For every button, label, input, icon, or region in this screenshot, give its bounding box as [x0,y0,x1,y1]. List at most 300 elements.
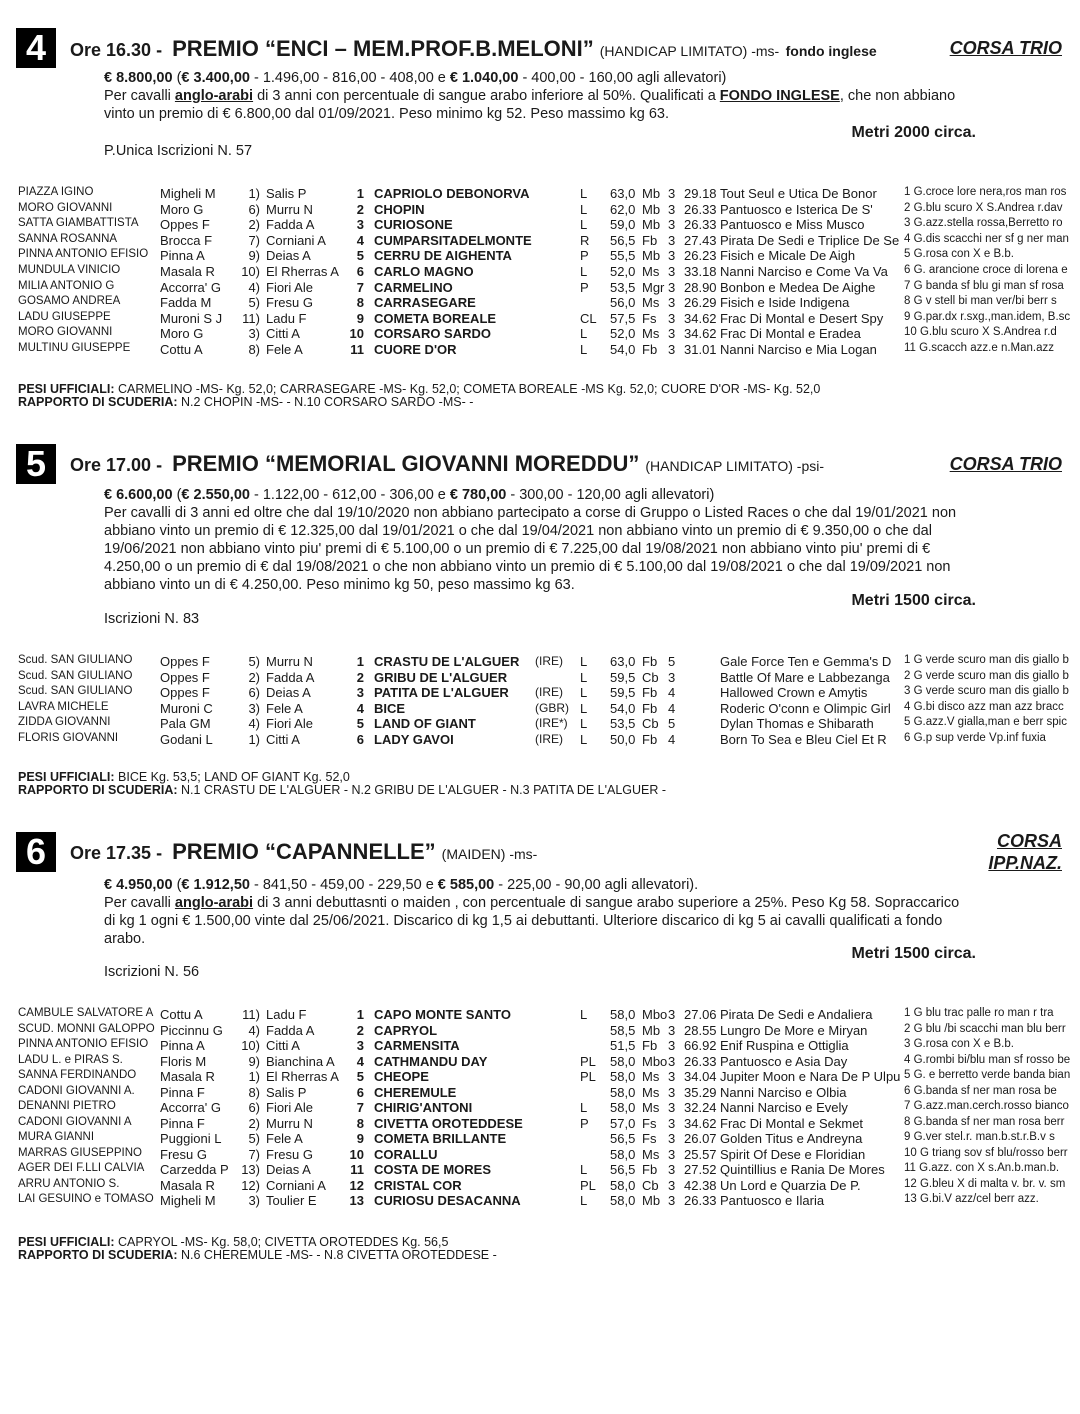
race-number-badge: 6 [16,832,56,872]
jockey-name: Bianchina A [266,1053,335,1069]
parentage: Nanni Narciso e Olbia [720,1084,847,1100]
trainer-name: Oppes F [160,669,210,685]
horse-name: CARRASEGARE [374,295,476,311]
race-notes [18,771,666,797]
jockey-name: Murru N [266,1115,313,1131]
trainer-name: Pala GM [160,716,211,732]
age: 3 [668,1162,676,1177]
silks-colors: 10 G.blu scuro X S.Andrea r.d [904,326,1057,339]
horse-origin: (IRE*) [535,716,568,731]
equipment: P [580,248,589,264]
weight: 53,5 [610,716,636,732]
trainer-name: Migheli M [160,1193,216,1208]
horse-number: 10 [349,1146,364,1162]
sex-coat: Mb [642,186,661,201]
weight: 58,0 [610,1053,636,1069]
weight: 58,0 [610,1177,636,1193]
age: 3 [668,1022,676,1038]
entry-row [0,1007,1080,1023]
horse-name: CAPO MONTE SANTO [374,1007,511,1022]
horse-name: CHEOPE [374,1069,429,1084]
draw-position: 11) [242,310,260,326]
sex-coat: Ms [642,295,660,311]
parentage: Golden Titus e Andreyna [720,1131,863,1146]
silks-colors: 2 G.blu scuro X S.Andrea r.dav [904,201,1063,214]
trainer-name: Oppes F [160,685,210,701]
age: 5 [668,716,676,732]
jockey-name: Fadda A [266,217,315,233]
silks-colors: 3 G.azz.stella rossa,Berretto ro [904,217,1063,230]
horse-name: COSTA DE MORES [374,1162,492,1177]
race-notes [18,1236,497,1262]
race-title [70,451,824,477]
horse-name: CRASTU DE L'ALGUER [374,654,520,669]
parentage: Pirata De Sedi e Andaliera [720,1007,873,1022]
sex-coat: Fb [642,685,658,701]
horse-origin: (IRE) [535,732,563,746]
draw-position: 3) [248,326,260,342]
draw-position: 4) [248,1022,260,1038]
horse-name: CHEREMULE [374,1084,457,1100]
sex-coat: Fb [642,342,658,357]
equipment: L [580,1007,588,1022]
parentage: Nanni Narciso e Come Va Va [720,264,888,279]
age: 3 [668,1084,676,1100]
owner-name: LAVRA MICHELE [18,700,109,713]
sex-coat: Mb [642,1022,661,1038]
rating: 26.07 [684,1131,717,1146]
weight: 63,0 [610,186,636,201]
entry-row [0,326,1080,342]
draw-position: 3) [248,1193,260,1208]
owner-name: CAMBULE SALVATORE A [18,1007,154,1019]
parentage: Frac Di Montal e Eradea [720,326,861,342]
age: 4 [668,685,676,701]
entry-row [0,685,1080,701]
draw-position: 2) [248,669,260,685]
parentage: Bonbon e Medea De Aighe [720,279,876,295]
jockey-name: Fele A [266,700,303,716]
parentage: Tout Seul e Utica De Bonor [720,186,877,201]
entries-count: P.Unica Iscrizioni N. 57 [104,143,253,159]
horse-number: 6 [356,732,364,747]
parentage: Spirit Of Dese e Floridian [720,1146,866,1162]
sex-coat: Cb [642,669,659,685]
race-type-link[interactable]: CORSA TRIO [949,454,1062,474]
horse-name: CARMENSITA [374,1038,460,1053]
draw-position: 2) [248,1115,260,1131]
conditions-text: Per cavalli anglo-arabi di 3 anni con percentuale di sangue arabo inferiore al 50%. Qualificati a FONDO INGLESE, che non abbiano vinto un premio di € 6.800,00 dal 01/09/2021. Peso minimo kg 52. Peso massimo kg 63. [104,88,956,122]
parentage: Pantuosco e Asia Day [720,1053,848,1069]
race-number-badge: 5 [16,444,56,484]
weight: 58,0 [610,1193,636,1208]
silks-colors: 6 G. arancione croce di lorena e [904,264,1068,276]
silks-colors: 12 G.bleu X di malta v. br. v. sm [904,1177,1066,1190]
race-type-link[interactable] [988,830,1062,874]
weight: 55,5 [610,248,636,264]
race-notes [18,383,820,409]
silks-colors: 5 G. e berretto verde banda bian [904,1069,1071,1081]
entry-row [0,280,1080,296]
equipment: L [580,700,588,716]
weight: 58,0 [610,1146,636,1162]
owner-name: LADU L. e PIRAS S. [18,1053,123,1066]
horse-number: 13 [349,1193,364,1208]
owner-name: PINNA ANTONIO EFISIO [18,248,149,261]
sex-coat: Mb [642,217,661,233]
race-type-link[interactable]: CORSA TRIO [949,38,1062,58]
race-type-line1: CORSA [996,831,1062,851]
entry-row [0,342,1080,358]
age: 4 [668,732,676,747]
owner-name: CADONI GIOVANNI A [18,1115,132,1128]
rating: 31.01 [684,342,717,357]
race-distance: Metri 1500 circa. [851,592,976,609]
horse-number: 4 [356,232,364,248]
rating: 35.29 [684,1084,717,1100]
silks-colors: 3 G.rosa con X e B.b. [904,1038,1014,1050]
sex-coat: Ms [642,326,660,342]
rating: 34.62 [684,1115,717,1131]
horse-name: CORALLU [374,1146,438,1162]
equipment: L [580,1193,588,1208]
weight: 56,5 [610,232,636,248]
jockey-name: Fiori Ale [266,1100,313,1115]
trainer-name: Masala R [160,1177,215,1193]
horse-name: CUMPARSITADELMONTE [374,232,532,248]
draw-position: 7) [248,1146,260,1162]
prize-line: € 4.950,00 (€ 1.912,50 - 841,50 - 459,00 - 229,50 e € 585,00 - 225,00 - 90,00 agli allevatori). [104,877,699,893]
horse-number: 9 [356,310,364,326]
jockey-name: Citti A [266,326,300,342]
jockey-name: Toulier E [266,1193,317,1208]
horse-name: CHIRIG'ANTONI [374,1100,473,1115]
horse-name: CHOPIN [374,201,425,217]
sex-coat: Cb [642,716,659,732]
sex-coat: Ms [642,1100,660,1115]
rating: 27.52 [684,1162,717,1177]
parentage: Battle Of Mare e Labbezanga [720,669,890,685]
weight: 52,0 [610,326,636,342]
owner-name: ARRU ANTONIO S. [18,1177,120,1190]
entry-row [0,311,1080,327]
silks-colors: 4 G.bi disco azz man azz bracc [904,700,1064,713]
owner-name: LAI GESUINO e TOMASO [18,1193,154,1205]
equipment: L [580,186,588,201]
horse-number: 1 [356,654,364,669]
sex-coat: Ms [642,264,660,279]
jockey-name: Salis P [266,186,307,201]
horse-name: CARLO MAGNO [374,264,474,279]
silks-colors: 10 G triang sov sf blu/rosso berr [904,1146,1068,1159]
entry-row [0,233,1080,249]
parentage: Enif Ruspina e Ottiglia [720,1038,849,1053]
rating: 42.38 [684,1177,717,1193]
silks-colors: 8 G.banda sf ner man rosa berr [904,1115,1065,1128]
age: 3 [668,1100,676,1115]
parentage: Dylan Thomas e Shibarath [720,716,874,732]
parentage: Gale Force Ten e Gemma's D [720,654,892,669]
age: 3 [668,669,676,685]
age: 3 [668,342,676,357]
rating: 26.29 [684,295,717,311]
race-category: (MAIDEN) -ms- [441,846,538,862]
draw-position: 6) [248,1100,260,1115]
jockey-name: Fiori Ale [266,279,313,295]
sex-coat: Fb [642,1038,658,1053]
owner-name: MUNDULA VINICIO [18,264,121,276]
owner-name: GOSAMO ANDREA [18,295,121,308]
race-distance: Metri 1500 circa. [851,945,976,962]
horse-number: 11 [350,342,364,357]
equipment: L [580,201,588,217]
trainer-name: Brocca F [160,232,213,248]
horse-number: 9 [356,1131,364,1146]
horse-origin: (GBR) [535,700,569,715]
trainer-name: Pinna A [160,248,205,264]
parentage: Quintillius e Rania De Mores [720,1162,885,1177]
draw-position: 12) [241,1177,260,1193]
entry-row [0,1178,1080,1194]
jockey-name: Fele A [266,342,303,357]
parentage: Frac Di Montal e Sekmet [720,1115,864,1131]
parentage: Hallowed Crown e Amytis [720,685,868,701]
age: 3 [668,264,676,279]
sex-coat: Mb [642,248,661,264]
rating: 33.18 [684,264,717,279]
horse-number: 6 [356,1084,364,1100]
silks-colors: 1 G verde scuro man dis giallo b [904,654,1069,666]
owner-name: PIAZZA IGINO [18,186,94,198]
rating: 27.06 [684,1007,717,1022]
horse-origin: (IRE) [535,654,563,668]
draw-position: 5) [248,295,260,311]
equipment: R [580,232,590,248]
prize-line: € 8.800,00 (€ 3.400,00 - 1.496,00 - 816,00 - 408,00 e € 1.040,00 - 400,00 - 160,00 agli allevatori) [104,70,727,86]
official-weights: PESI UFFICIALI: CARMELINO -MS- Kg. 52,0; CARRASEGARE -MS- Kg. 52,0; COMETA BOREALE -MS Kg. 52,0; CUORE D'OR -MS- Kg. 52,0 [18,382,821,396]
horse-name: LAND OF GIANT [374,716,476,732]
trainer-name: Carzedda P [160,1162,229,1177]
weight: 51,5 [610,1038,636,1053]
weight: 57,5 [610,310,636,326]
entry-row [0,1131,1080,1147]
rating: 25.57 [684,1146,717,1162]
sex-coat: Fs [642,1131,657,1146]
draw-position: 5) [248,1131,260,1146]
horse-number: 7 [356,1100,364,1115]
horse-number: 4 [356,1053,364,1069]
owner-name: MURA GIANNI [18,1131,95,1143]
jockey-name: Citti A [266,1038,300,1053]
weight: 53,5 [610,279,636,295]
rating: 27.43 [684,232,717,248]
horse-number: 6 [356,264,364,279]
silks-colors: 6 G.p sup verde Vp.inf fuxia [904,732,1046,744]
horse-name: GRIBU DE L'ALGUER [374,669,508,685]
age: 3 [668,1177,676,1193]
weight: 63,0 [610,654,636,669]
trainer-name: Muroni S J [160,310,223,326]
age: 3 [668,279,676,295]
weight: 50,0 [610,732,636,747]
jockey-name: El Rherras A [266,264,339,279]
rating: 32.24 [684,1100,717,1115]
rating: 34.04 [684,1069,717,1084]
trainer-name: Oppes F [160,217,210,233]
parentage: Fisich e Iside Indigena [720,295,850,311]
entry-row [0,1038,1080,1054]
race-distance: Metri 2000 circa. [851,124,976,141]
owner-name: ZIDDA GIOVANNI [18,716,111,729]
horse-number: 1 [356,186,364,201]
equipment: P [580,1115,589,1131]
draw-position: 10) [241,264,260,279]
equipment: L [580,342,588,357]
weight: 52,0 [610,264,636,279]
equipment: L [580,716,588,732]
draw-position: 6) [248,685,260,701]
age: 3 [668,1193,676,1208]
entry-row [0,248,1080,264]
owner-name: LADU GIUSEPPE [18,310,111,323]
age: 3 [668,1038,676,1053]
draw-position: 5) [248,654,260,669]
weight: 57,0 [610,1115,636,1131]
entry-row [0,217,1080,233]
race-category: (HANDICAP LIMITATO) -psi- [645,458,825,474]
silks-colors: 9 G.par.dx r.sxg.,man.idem, B.sc [904,310,1071,323]
owner-name: SANNA ROSANNA [18,232,118,245]
age: 3 [668,1069,676,1084]
silks-colors: 4 G.rombi bi/blu man sf rosso be [904,1053,1071,1066]
owner-name: Scud. SAN GIULIANO [18,669,133,682]
horse-number: 3 [356,685,364,701]
silks-colors: 13 G.bi.V azz/cel berr azz. [904,1193,1039,1205]
silks-colors: 7 G banda sf blu gi man sf rosa [904,279,1064,292]
sex-coat: Cb [642,1177,659,1193]
horse-number: 7 [356,279,364,295]
race-category: (HANDICAP LIMITATO) -ms- [599,43,780,59]
parentage: Un Lord e Quarzia De P. [720,1177,861,1193]
age: 3 [668,186,676,201]
draw-position: 9) [248,1053,260,1069]
parentage: Pantuosco e Isterica De S' [720,201,873,217]
trainer-name: Masala R [160,264,215,279]
horse-number: 8 [356,295,364,311]
trainer-name: Oppes F [160,654,210,669]
race-conditions [104,69,984,123]
age: 3 [668,232,676,248]
entry-row [0,1162,1080,1178]
draw-position: 8) [248,1084,260,1100]
horse-number: 12 [349,1177,364,1193]
draw-position: 1) [248,186,260,201]
draw-position: 9) [248,248,260,264]
entry-row [0,1100,1080,1116]
entries-count: Iscrizioni N. 83 [104,611,200,627]
race-title [70,839,537,865]
parentage: Nanni Narciso e Mia Logan [720,342,877,357]
jockey-name: Fresu G [266,1146,313,1162]
horse-name: CARMELINO [374,279,453,295]
silks-colors: 1 G.croce lore nera,ros man ros [904,186,1067,198]
rating: 29.18 [684,186,717,201]
equipment: L [580,669,588,685]
silks-colors: 11 G.scacch azz.e n.Man.azz [904,342,1054,354]
parentage: Born To Sea e Bleu Ciel Et R [720,732,887,747]
jockey-name: Fele A [266,1131,303,1146]
official-weights: PESI UFFICIALI: CAPRYOL -MS- Kg. 58,0; CIVETTA OROTEDDES Kg. 56,5 [18,1235,449,1249]
jockey-name: Ladu F [266,1007,307,1022]
rating: 26.33 [684,201,717,217]
horse-number: 5 [356,716,364,732]
age: 3 [668,326,676,342]
entry-row [0,716,1080,732]
race-conditions [104,486,984,594]
weight: 58,0 [610,1100,636,1115]
entry-row [0,670,1080,686]
silks-colors: 8 G v stell bi man ver/bi berr s [904,295,1057,308]
horse-name: LADY GAVOI [374,732,454,747]
trainer-name: Piccinnu G [160,1022,223,1038]
entry-row [0,1023,1080,1039]
draw-position: 8) [248,342,260,357]
jockey-name: Fresu G [266,295,313,311]
trainer-name: Pinna F [160,1084,205,1100]
trainer-name: Moro G [160,201,204,217]
trainer-name: Muroni C [160,700,213,716]
weight: 59,5 [610,669,636,685]
sex-coat: Fb [642,232,658,248]
horse-name: CIVETTA OROTEDDESE [374,1115,523,1131]
entries-count: Iscrizioni N. 56 [104,964,200,980]
sex-coat: Fb [642,700,658,716]
parentage: Pantuosco e Miss Musco [720,217,865,233]
rating: 66.92 [684,1038,717,1053]
sex-coat: Fs [642,1115,657,1131]
horse-number: 8 [356,1115,364,1131]
weight: 62,0 [610,201,636,217]
age: 5 [668,654,676,669]
race-type-line2: IPP.NAZ. [988,853,1062,873]
entry-row [0,1069,1080,1085]
jockey-name: Murru N [266,201,313,217]
sex-coat: Fb [642,654,658,669]
race-title [70,36,877,62]
conditions-text: Per cavalli di 3 anni ed oltre che dal 19/10/2020 non abbiano partecipato a corse di Gruppo o Listed Races o che dal 19/01/2021 non abbiano vinto un premio di € 12.325,00 dal 19/01/2021 o che dal 19/04/2021 non abbiano vinto un premio di € 9.350,00 o che dal 19/06/2021 non abbiano vinto piu' premi di € 5.100,00 o un premio di € 7.225,00 dal 19/08/2021 non abbiano vinto piu' premi di € 4.250,00 o un premio di € dal 19/08/2021 o che non abbiano vinto un premio di € 5.100,00 dal 19/08/2021 o che dal 19/09/2021 non abbiano vinto un di € 4.250,00. Peso minimo kg 50, peso massimo kg 63. [104,505,957,593]
horse-number: 10 [349,326,364,342]
draw-position: 3) [248,700,260,716]
trainer-name: Accorra' G [160,279,221,295]
age: 3 [668,295,676,311]
equipment: L [580,1162,588,1177]
horse-name: BICE [374,700,406,716]
jockey-name: Deias A [266,1162,311,1177]
weight: 58,5 [610,1022,636,1038]
rating: 28.90 [684,279,717,295]
jockey-name: Corniani A [266,1177,326,1193]
stable-report: RAPPORTO DI SCUDERIA: N.6 CHEREMULE -MS- - N.8 CIVETTA OROTEDDESE - [18,1248,497,1262]
parentage: Frac Di Montal e Desert Spy [720,310,884,326]
silks-colors: 2 G verde scuro man dis giallo b [904,669,1069,682]
entry-row [0,1193,1080,1209]
weight: 54,0 [610,342,636,357]
owner-name: MORO GIOVANNI [18,201,113,214]
stable-report: RAPPORTO DI SCUDERIA: N.2 CHOPIN -MS- - N.10 CORSARO SARDO -MS- - [18,395,474,409]
equipment: L [580,654,588,669]
horse-name: CURIOSU DESACANNA [374,1193,521,1208]
horse-number: 2 [356,1022,364,1038]
